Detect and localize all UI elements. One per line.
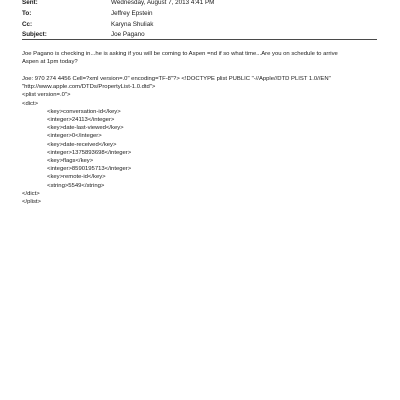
to-label: To:: [22, 9, 32, 17]
plist-open-line: <plist version=.0">: [22, 92, 71, 99]
email-body: [22, 50, 382, 206]
dict-open-line: <dict>: [22, 100, 39, 107]
to-value: Jeffrey Epstein: [111, 9, 153, 17]
contact-line: Joe: 970 274 4456 Cell=?xml version=.0" encoding=TF-8"?> <!DOCTYPE plist PUBLIC "-//Apple//DTD PLIST 1.0//EN": [22, 76, 331, 82]
dict-entry-line: <integer>0</integer>: [47, 133, 102, 140]
subject-label: Subject:: [22, 31, 47, 39]
dict-entry-line: <key>date-last-viewed</key>: [47, 125, 124, 132]
dict-entry-line: <key>date-received</key>: [47, 141, 117, 148]
message-paragraph: [22, 50, 382, 66]
email-header: [22, 0, 382, 41]
sent-value: Wednesday, August 7, 2013 4:41 PM: [111, 0, 215, 6]
doctype-url-line: "http://www.apple.com/DTDs/PropertyList-1.0.dtd">: [22, 84, 156, 91]
dict-entry-line: <integer>1375893698</integer>: [47, 149, 132, 156]
dict-entry-line: <key>flags</key>: [47, 158, 94, 165]
header-row-cc: [22, 20, 382, 31]
dict-entry-line: <string>5549</string>: [47, 182, 105, 189]
header-row-sent: [22, 0, 382, 9]
sent-label: Sent:: [22, 0, 38, 6]
message-line: Joe Pagano is checking in...he is asking if you will be coming to Aspen =nd if so what time...Are you on schedule to arrive: [22, 51, 338, 57]
subject-value: Joe Pagano: [111, 31, 145, 39]
cc-label: Cc:: [22, 20, 33, 28]
dict-entry-line: <key>remote-id</key>: [47, 174, 106, 181]
message-line: Aspen at 1pm today?: [22, 59, 78, 66]
cc-value: Karyna Shuliak: [111, 20, 154, 28]
plist-block: [22, 75, 382, 206]
dict-entry-line: <key>conversation-id</key>: [47, 108, 121, 115]
header-row-to: [22, 9, 382, 20]
dict-close-line: </dict>: [22, 190, 40, 197]
plist-close-line: </plist>: [22, 199, 41, 206]
header-divider: [22, 39, 377, 40]
dict-entry-line: <integer>8590195713</integer>: [47, 166, 132, 173]
dict-entry-line: <integer>24113</integer>: [47, 117, 115, 124]
